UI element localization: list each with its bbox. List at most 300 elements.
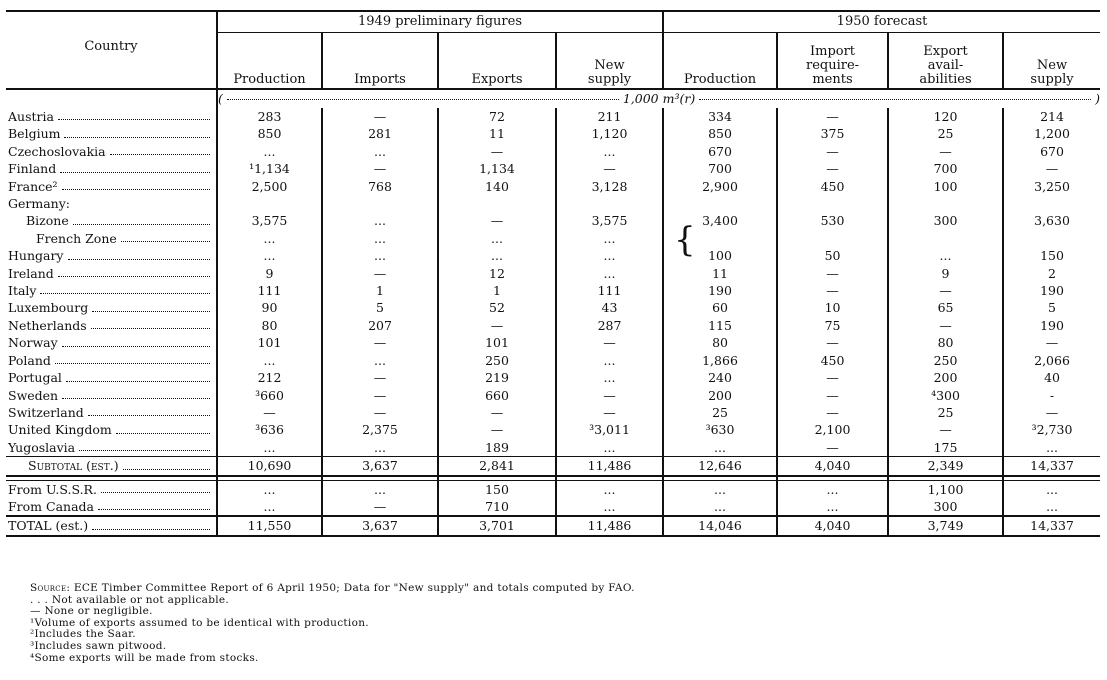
timber-supply-table <box>6 10 1100 537</box>
value-cell: 2,900 <box>663 178 777 195</box>
value-cell: — <box>322 498 438 516</box>
value-cell: — <box>777 439 888 457</box>
country-name-wrap <box>8 498 216 515</box>
column-header <box>663 33 777 90</box>
country-label: Poland <box>8 352 51 368</box>
country-label: Czechoslovakia <box>8 143 106 159</box>
column-header-line: ments <box>812 72 853 87</box>
dot-leader <box>62 346 210 347</box>
country-name-wrap <box>8 387 216 404</box>
country-label: Luxembourg <box>8 300 89 316</box>
value-cell: 334 <box>663 108 777 125</box>
table-row <box>6 352 1100 369</box>
value-cell: ... <box>556 480 663 498</box>
column-header-line: Import <box>809 44 856 59</box>
value-cell: — <box>777 404 888 421</box>
value-cell: ... <box>556 143 663 160</box>
table-row <box>6 160 1100 177</box>
timber-table-container <box>6 10 1100 537</box>
source-note: Source: ECE Timber Committee Report of 6 April 1950; Data for "New supply" and totals computed by FAO. <box>30 582 635 594</box>
country-name-wrap <box>8 125 216 142</box>
value-cell: 10,690 <box>217 457 322 476</box>
value-cell: — <box>322 387 438 404</box>
value-cell: ... <box>556 369 663 386</box>
table-row <box>6 334 1100 351</box>
column-header <box>217 33 322 90</box>
value-cell: 11,550 <box>217 516 322 535</box>
column-header-line: New <box>1036 58 1068 73</box>
value-cell: ... <box>322 247 438 264</box>
value-cell: 1,100 <box>888 480 1003 498</box>
value-cell: — <box>777 108 888 125</box>
value-cell: 14,337 <box>1003 457 1100 476</box>
value-cell: 660 <box>438 387 556 404</box>
bizone-french-zone-brace: { <box>674 220 696 260</box>
value-cell: 2,375 <box>322 421 438 438</box>
table-row <box>6 404 1100 421</box>
country-name <box>6 387 217 404</box>
value-cell: 450 <box>777 352 888 369</box>
dot-leader <box>123 469 210 470</box>
value-cell <box>217 195 322 212</box>
country-name-wrap <box>8 195 216 212</box>
country-name <box>6 143 217 160</box>
value-cell: 2,066 <box>1034 352 1070 368</box>
subtotal-label-wrap <box>8 457 216 474</box>
country-name <box>6 195 217 212</box>
value-cell: 12 <box>438 265 556 282</box>
dot-leader <box>88 415 210 416</box>
country-name <box>6 265 217 282</box>
value-cell: 11 <box>438 125 556 142</box>
value-cell: 700 <box>888 160 1003 177</box>
value-cell: - <box>1049 387 1055 403</box>
table-row <box>6 178 1100 195</box>
value-cell: — <box>1045 404 1059 420</box>
dot-leader <box>101 492 210 493</box>
value-cell: 3,250 <box>1034 178 1070 194</box>
country-name-wrap <box>8 369 216 386</box>
value-cell: 200 <box>663 387 777 404</box>
column-header-line: New <box>594 58 625 73</box>
value-cell: — <box>438 143 556 160</box>
value-cell: 1,866 <box>663 352 777 369</box>
value-cell <box>888 230 1003 247</box>
column-header <box>777 33 888 90</box>
column-header-line: require- <box>805 58 860 73</box>
value-cell: — <box>556 404 663 421</box>
country-name <box>6 317 217 334</box>
value-cell: 101 <box>217 334 322 351</box>
value-cell: 250 <box>438 352 556 369</box>
subtotal-text: Subtotal (est.) <box>28 458 119 474</box>
dot-leader <box>98 509 210 510</box>
dot-leader <box>62 398 210 399</box>
value-cell: — <box>777 160 888 177</box>
column-header-line: supply <box>587 72 632 87</box>
value-cell: 2,500 <box>217 178 322 195</box>
value-cell: 281 <box>322 125 438 142</box>
value-cell: — <box>438 421 556 438</box>
value-cell: 1 <box>438 282 556 299</box>
value-cell: 3,637 <box>322 516 438 535</box>
value-cell: 25 <box>888 125 1003 142</box>
country-label: Netherlands <box>8 317 87 333</box>
unit-row-blank <box>6 89 217 108</box>
value-cell: ... <box>217 480 322 498</box>
value-cell: 190 <box>1040 283 1064 299</box>
value-cell: — <box>438 212 556 229</box>
value-cell: 300 <box>888 498 1003 516</box>
value-cell: 300 <box>888 212 1003 229</box>
value-cell: — <box>777 334 888 351</box>
value-cell: 4,040 <box>777 457 888 476</box>
value-cell <box>1003 195 1100 212</box>
value-cell: 768 <box>322 178 438 195</box>
table-row <box>6 421 1100 438</box>
note-line: ³Includes sawn pitwood. <box>30 639 167 652</box>
column-header-line: supply <box>1030 72 1074 87</box>
value-cell <box>663 195 777 212</box>
value-cell: 850 <box>217 125 322 142</box>
column-header-line: Imports <box>354 72 406 87</box>
value-cell: ... <box>322 352 438 369</box>
value-cell: ... <box>217 230 322 247</box>
value-cell: 43 <box>556 299 663 316</box>
note-line: ²Includes the Saar. <box>30 628 136 641</box>
unit-label: 1,000 m³(r) <box>622 91 696 107</box>
country-label: Italy <box>8 283 37 299</box>
value-cell: ³660 <box>217 387 322 404</box>
value-cell: — <box>556 160 663 177</box>
country-name <box>6 160 217 177</box>
value-cell: — <box>322 369 438 386</box>
country-label: Portugal <box>8 370 62 386</box>
country-name <box>6 247 217 264</box>
value-cell: ... <box>556 230 663 247</box>
value-cell: — <box>888 143 1003 160</box>
value-cell: — <box>1045 161 1059 177</box>
table-row <box>6 299 1100 316</box>
value-cell: ¹1,134 <box>217 160 322 177</box>
table-row <box>6 247 1100 264</box>
country-label: Norway <box>8 335 58 351</box>
table-row <box>6 212 1100 229</box>
note-line: ¹Volume of exports assumed to be identical with production. <box>30 616 369 629</box>
column-header-line: Exports <box>471 72 523 87</box>
value-cell: ... <box>217 498 322 516</box>
value-cell: 5 <box>322 299 438 316</box>
dot-leader <box>92 311 210 312</box>
table-row <box>6 125 1100 142</box>
value-cell: 1,134 <box>438 160 556 177</box>
country-label: Yugoslavia <box>8 439 76 455</box>
value-cell: 700 <box>663 160 777 177</box>
import-source-row <box>6 480 1100 498</box>
value-cell: 670 <box>1040 143 1064 159</box>
note-line: . . . Not available or not applicable. <box>30 593 230 606</box>
country-name <box>6 108 217 125</box>
unit-bar <box>218 90 1100 107</box>
value-cell: 120 <box>888 108 1003 125</box>
country-name-wrap <box>8 317 216 334</box>
dot-leader <box>62 189 210 190</box>
country-name <box>6 299 217 316</box>
value-cell: 40 <box>1044 370 1060 386</box>
value-cell: ... <box>322 439 438 457</box>
value-cell: 3,701 <box>438 516 556 535</box>
value-cell: 375 <box>777 125 888 142</box>
value-cell: 10 <box>777 299 888 316</box>
value-cell: ³2,730 <box>1031 422 1073 438</box>
value-cell: 3,637 <box>322 457 438 476</box>
value-cell: ... <box>438 247 556 264</box>
unit-row <box>6 89 1100 108</box>
value-cell: 25 <box>663 404 777 421</box>
table-row <box>6 195 1100 212</box>
value-cell: ... <box>438 230 556 247</box>
value-cell: 25 <box>888 404 1003 421</box>
country-name-wrap <box>8 404 216 421</box>
value-cell: — <box>777 369 888 386</box>
value-cell: 75 <box>777 317 888 334</box>
value-cell <box>888 195 1003 212</box>
value-cell: ... <box>217 439 322 457</box>
country-label: Sweden <box>8 387 59 403</box>
import-source-row <box>6 498 1100 516</box>
value-cell: 80 <box>217 317 322 334</box>
value-cell: ... <box>777 498 888 516</box>
dot-leader <box>116 433 210 434</box>
value-cell <box>438 195 556 212</box>
country-name-wrap <box>8 439 216 456</box>
subtotal-row <box>6 457 1100 476</box>
column-header-line: Production <box>233 72 306 87</box>
country-label: Bizone <box>26 213 69 229</box>
value-cell: 101 <box>438 334 556 351</box>
dot-leader <box>73 224 210 225</box>
value-cell: ... <box>1003 480 1100 498</box>
value-cell: ... <box>556 498 663 516</box>
value-cell: 200 <box>888 369 1003 386</box>
value-cell: — <box>1045 335 1059 351</box>
unit-paren-close: ) <box>1095 91 1101 107</box>
column-header <box>438 33 556 90</box>
country-label: France² <box>8 178 58 194</box>
header-group-row <box>6 11 1100 33</box>
value-cell: ⁴300 <box>888 387 1003 404</box>
value-cell: 52 <box>438 299 556 316</box>
value-cell: ... <box>888 247 1003 264</box>
unit-cell <box>217 89 1100 108</box>
value-cell: ... <box>1046 439 1058 455</box>
country-name-wrap <box>36 230 216 247</box>
value-cell: 214 <box>1040 109 1064 124</box>
value-cell: 11 <box>663 265 777 282</box>
country-label: Hungary <box>8 248 64 264</box>
header-1950: 1950 forecast <box>663 11 1100 33</box>
value-cell: 850 <box>663 125 777 142</box>
value-cell: ... <box>556 352 663 369</box>
country-name <box>6 480 217 498</box>
country-label: United Kingdom <box>8 422 112 438</box>
value-cell: 190 <box>663 282 777 299</box>
country-name-wrap <box>8 352 216 369</box>
table-row <box>6 108 1100 125</box>
table-row <box>6 230 1100 247</box>
value-cell: — <box>888 421 1003 438</box>
value-cell: ... <box>556 247 663 264</box>
value-cell: — <box>777 143 888 160</box>
note-line: — None or negligible. <box>30 605 153 618</box>
value-cell: ... <box>322 230 438 247</box>
value-cell: 14,337 <box>1003 516 1100 535</box>
country-name-wrap <box>8 517 216 534</box>
value-cell <box>777 230 888 247</box>
value-cell: 11,486 <box>556 516 663 535</box>
value-cell: ... <box>217 247 322 264</box>
country-label: French Zone <box>36 230 117 246</box>
column-header-line: abilities <box>919 72 972 87</box>
dot-leader <box>121 241 210 242</box>
value-cell: ... <box>1046 498 1058 514</box>
value-cell: 50 <box>777 247 888 264</box>
column-header <box>556 33 663 90</box>
table-row <box>6 369 1100 386</box>
country-label: Ireland <box>8 265 54 281</box>
value-cell: 14,046 <box>663 516 777 535</box>
value-cell: 219 <box>438 369 556 386</box>
value-cell: ³3,011 <box>556 421 663 438</box>
country-name-wrap <box>8 481 216 498</box>
country-name <box>6 230 217 247</box>
value-cell: 72 <box>438 108 556 125</box>
column-header-line: Production <box>683 72 757 87</box>
column-header <box>1003 33 1100 90</box>
table-row <box>6 317 1100 334</box>
value-cell: 250 <box>888 352 1003 369</box>
country-label: Austria <box>8 109 54 124</box>
country-name-wrap <box>8 160 216 177</box>
value-cell: — <box>777 282 888 299</box>
value-cell: 530 <box>777 212 888 229</box>
table-row <box>6 265 1100 282</box>
country-name <box>6 334 217 351</box>
country-name <box>6 125 217 142</box>
total-row <box>6 516 1100 535</box>
value-cell <box>777 195 888 212</box>
value-cell: 60 <box>663 299 777 316</box>
value-cell: 240 <box>663 369 777 386</box>
value-cell: — <box>556 387 663 404</box>
value-cell: ... <box>663 480 777 498</box>
value-cell: 2,841 <box>438 457 556 476</box>
value-cell: ... <box>322 143 438 160</box>
country-name-wrap <box>8 421 216 438</box>
dot-leader <box>58 276 210 277</box>
country-name <box>6 352 217 369</box>
dot-leader <box>64 137 210 138</box>
value-cell: 287 <box>556 317 663 334</box>
value-cell: — <box>556 334 663 351</box>
value-cell: — <box>888 317 1003 334</box>
value-cell: 1 <box>322 282 438 299</box>
column-header-line: Export <box>923 44 968 59</box>
value-cell: ... <box>322 212 438 229</box>
value-cell: 283 <box>217 108 322 125</box>
value-cell: 4,040 <box>777 516 888 535</box>
value-cell: 2 <box>1048 265 1056 281</box>
country-label: Finland <box>8 161 57 177</box>
value-cell: 111 <box>217 282 322 299</box>
value-cell: ³636 <box>217 421 322 438</box>
country-name-wrap <box>8 282 216 299</box>
value-cell: — <box>888 282 1003 299</box>
value-cell: ... <box>217 143 322 160</box>
dot-leader <box>55 363 210 364</box>
unit-paren-open: ( <box>218 91 223 107</box>
dot-leader <box>66 381 210 382</box>
dot-leader <box>40 293 210 294</box>
table-row <box>6 143 1100 160</box>
value-cell <box>322 195 438 212</box>
country-name <box>6 404 217 421</box>
value-cell: 710 <box>438 498 556 516</box>
value-cell: 1,200 <box>1034 126 1070 142</box>
country-name <box>6 421 217 438</box>
value-cell: 3,749 <box>888 516 1003 535</box>
value-cell: 670 <box>663 143 777 160</box>
value-cell: 3,128 <box>556 178 663 195</box>
value-cell: — <box>322 160 438 177</box>
country-name-wrap <box>26 212 216 229</box>
value-cell: ³630 <box>663 421 777 438</box>
value-cell: 2,349 <box>888 457 1003 476</box>
value-cell: 65 <box>888 299 1003 316</box>
value-cell: ... <box>217 352 322 369</box>
value-cell: 90 <box>217 299 322 316</box>
value-cell <box>556 195 663 212</box>
country-name <box>6 282 217 299</box>
value-cell: 212 <box>217 369 322 386</box>
value-cell: — <box>217 404 322 421</box>
country-name-wrap <box>8 299 216 316</box>
column-header <box>322 33 438 90</box>
value-cell: 3,575 <box>556 212 663 229</box>
country-name <box>6 212 217 229</box>
country-name <box>6 516 217 535</box>
country-header: Country <box>6 11 217 89</box>
unit-leader <box>699 99 1091 100</box>
value-cell: 189 <box>438 439 556 457</box>
dot-leader <box>60 172 210 173</box>
country-label: Germany: <box>8 196 70 212</box>
value-cell: 111 <box>556 282 663 299</box>
country-name-wrap <box>8 247 216 264</box>
value-cell: 150 <box>438 480 556 498</box>
table-row <box>6 387 1100 404</box>
value-cell: ... <box>777 480 888 498</box>
value-cell: 3,575 <box>217 212 322 229</box>
country-name-wrap <box>8 178 216 195</box>
value-cell: — <box>438 404 556 421</box>
country-name <box>6 178 217 195</box>
country-name <box>6 369 217 386</box>
dot-leader <box>91 328 210 329</box>
country-label: Belgium <box>8 126 61 142</box>
table-notes <box>30 583 635 664</box>
country-name <box>6 498 217 516</box>
